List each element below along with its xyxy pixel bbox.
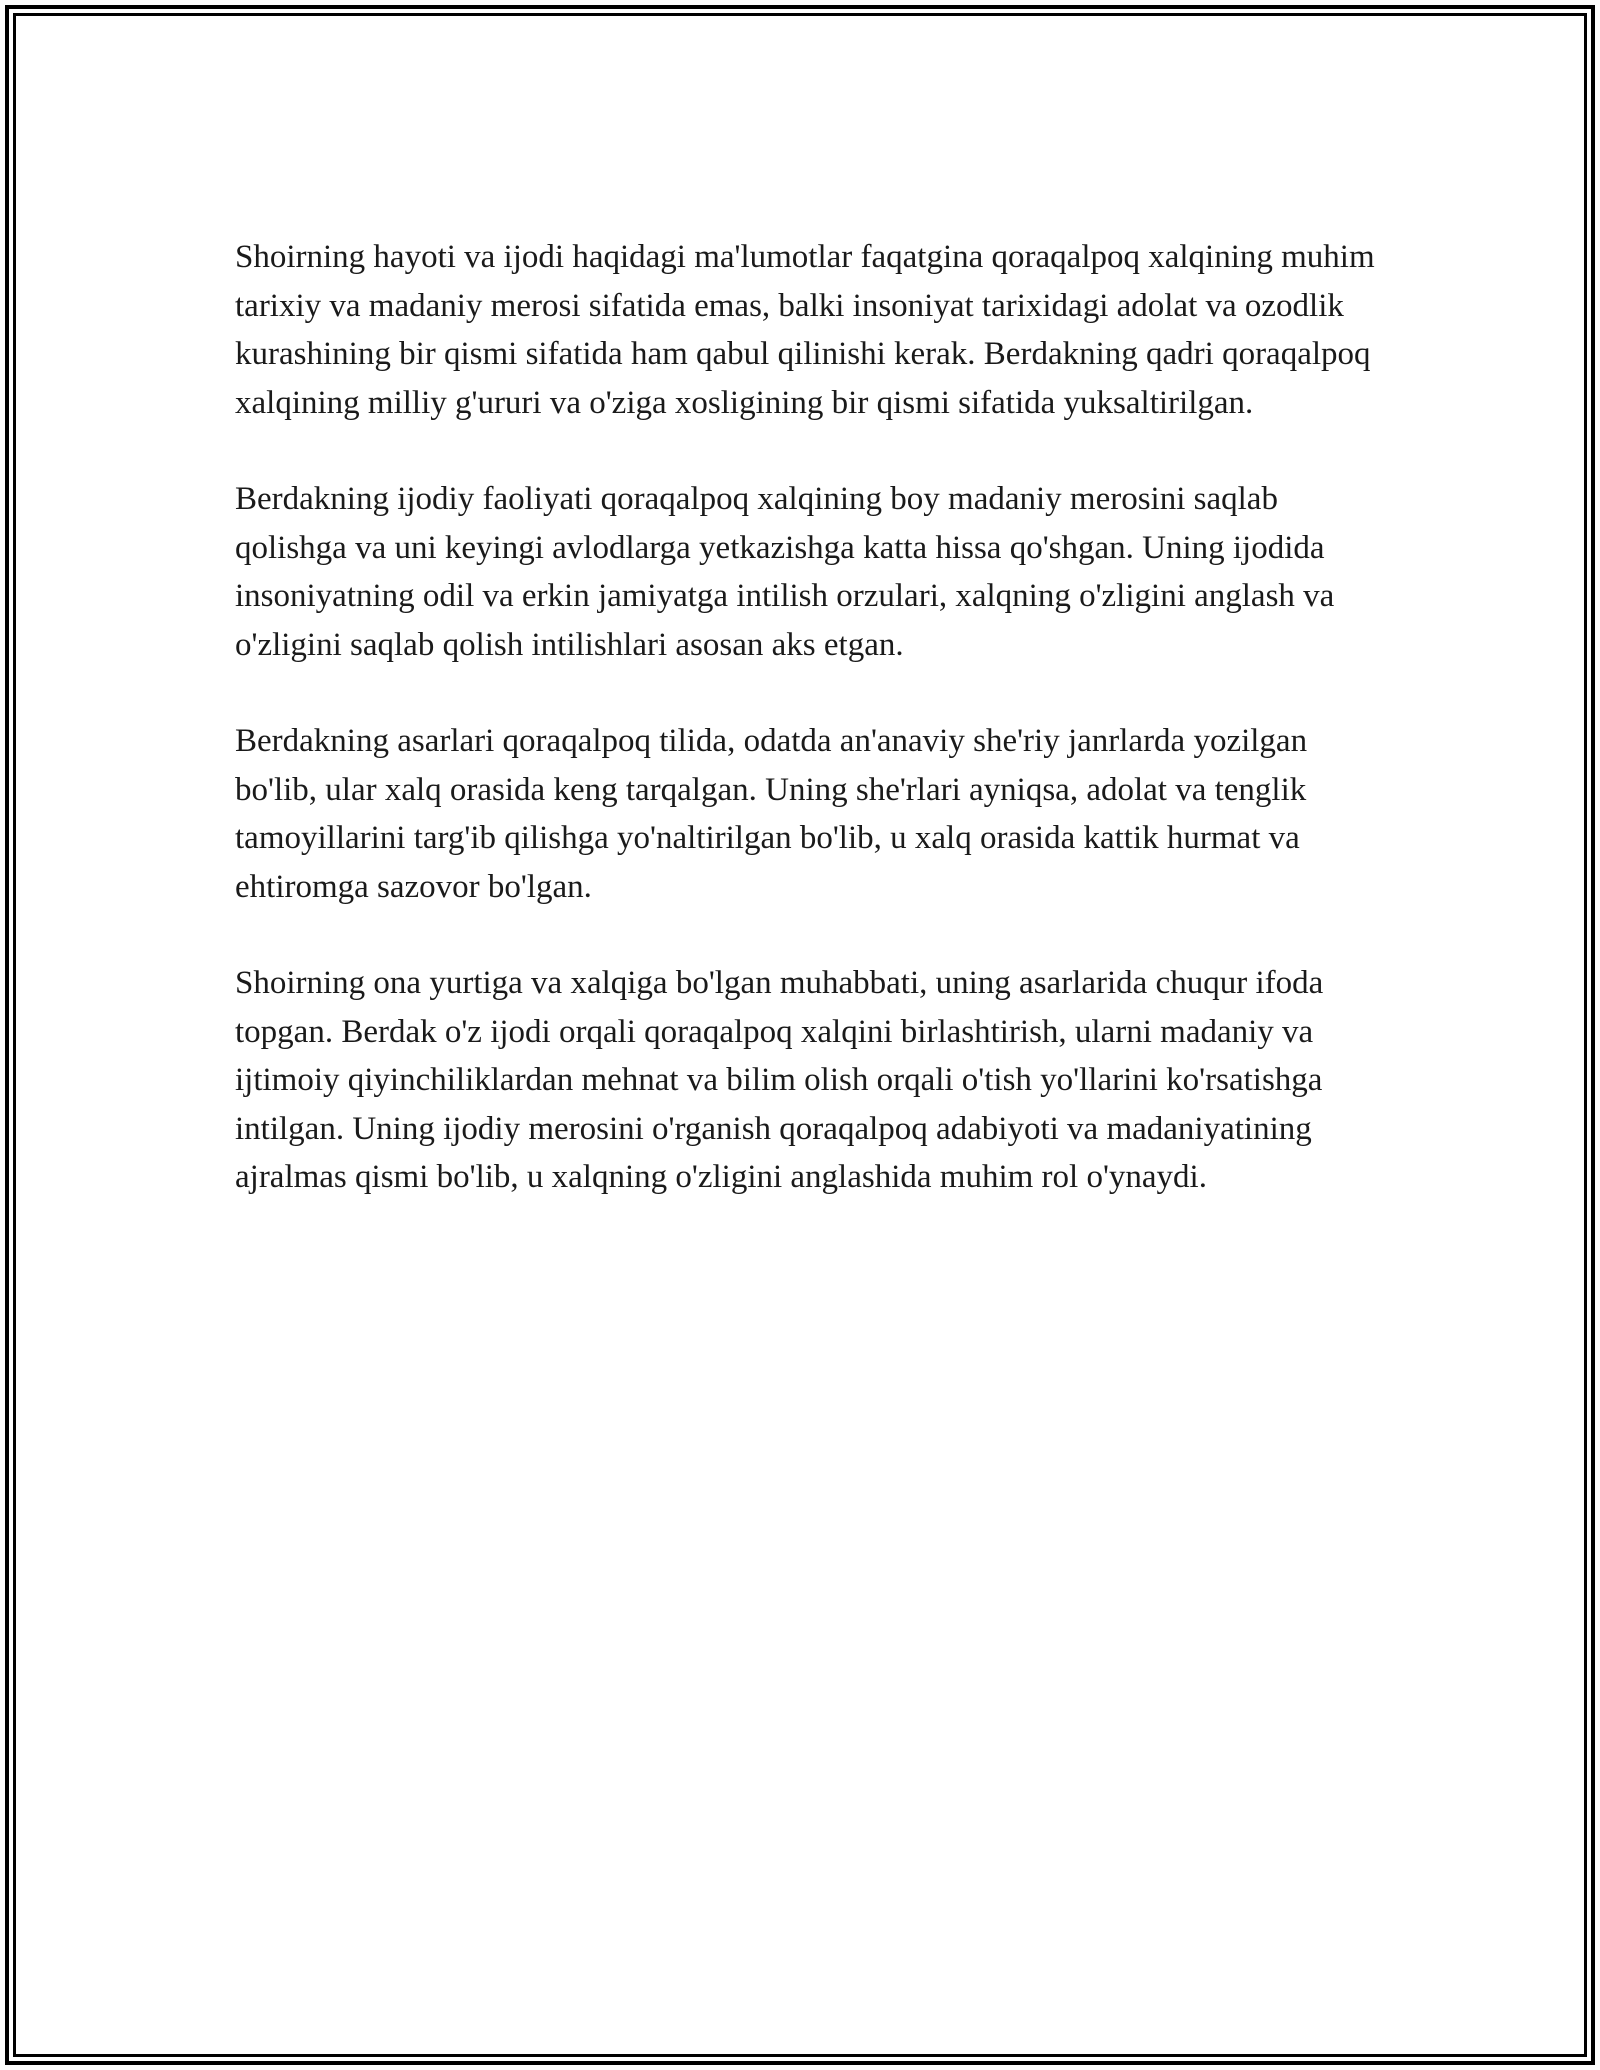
document-body — [235, 233, 1375, 1250]
paragraph: Shoirning hayoti va ijodi haqidagi ma'lumotlar faqatgina qoraqalpoq xalqining muhim tarixiy va madaniy merosi sifatida emas, balki insoniyat tarixidagi adolat va ozodlik kurashining bir qismi sifatida ham qabul qilinishi kerak. Berdakning qadri qoraqalpoq xalqining milliy g'ururi va o'ziga xosligining bir qismi sifatida yuksaltirilgan. — [235, 239, 1375, 421]
paragraph: Berdakning asarlari qoraqalpoq tilida, odatda an'anaviy she'riy janrlarda yozilgan bo'lib, ular xalq orasida keng tarqalgan. Uning she'rlari ayniqsa, adolat va tenglik tamoyillarini targ'ib qilishga yo'naltirilgan bo'lib, u xalq orasida kattik hurmat va ehtiromga sazovor bo'lgan. — [235, 723, 1308, 905]
paragraph: Shoirning ona yurtiga va xalqiga bo'lgan muhabbati, uning asarlarida chuqur ifoda topgan. Berdak o'z ijodi orqali qoraqalpoq xalqini birlashtirish, ularni madaniy va ijtimoiy qiyinchiliklardan mehnat va bilim olish orqali o'tish yo'llarini ko'rsatishga intilgan. Uning ijodiy merosini o'rganish qoraqalpoq adabiyoti va madaniyatining ajralmas qismi bo'lib, u xalqning o'zligini anglashida muhim rol o'ynaydi. — [235, 965, 1324, 1195]
paragraph: Berdakning ijodiy faoliyati qoraqalpoq xalqining boy madaniy merosini saqlab qolishga va uni keyingi avlodlarga yetkazishga katta hissa qo'shgan. Uning ijodida insoniyatning odil va erkin jamiyatga intilish orzulari, xalqning o'zligini anglash va o'zligini saqlab qolish intilishlari asosan aks etgan. — [235, 481, 1335, 663]
